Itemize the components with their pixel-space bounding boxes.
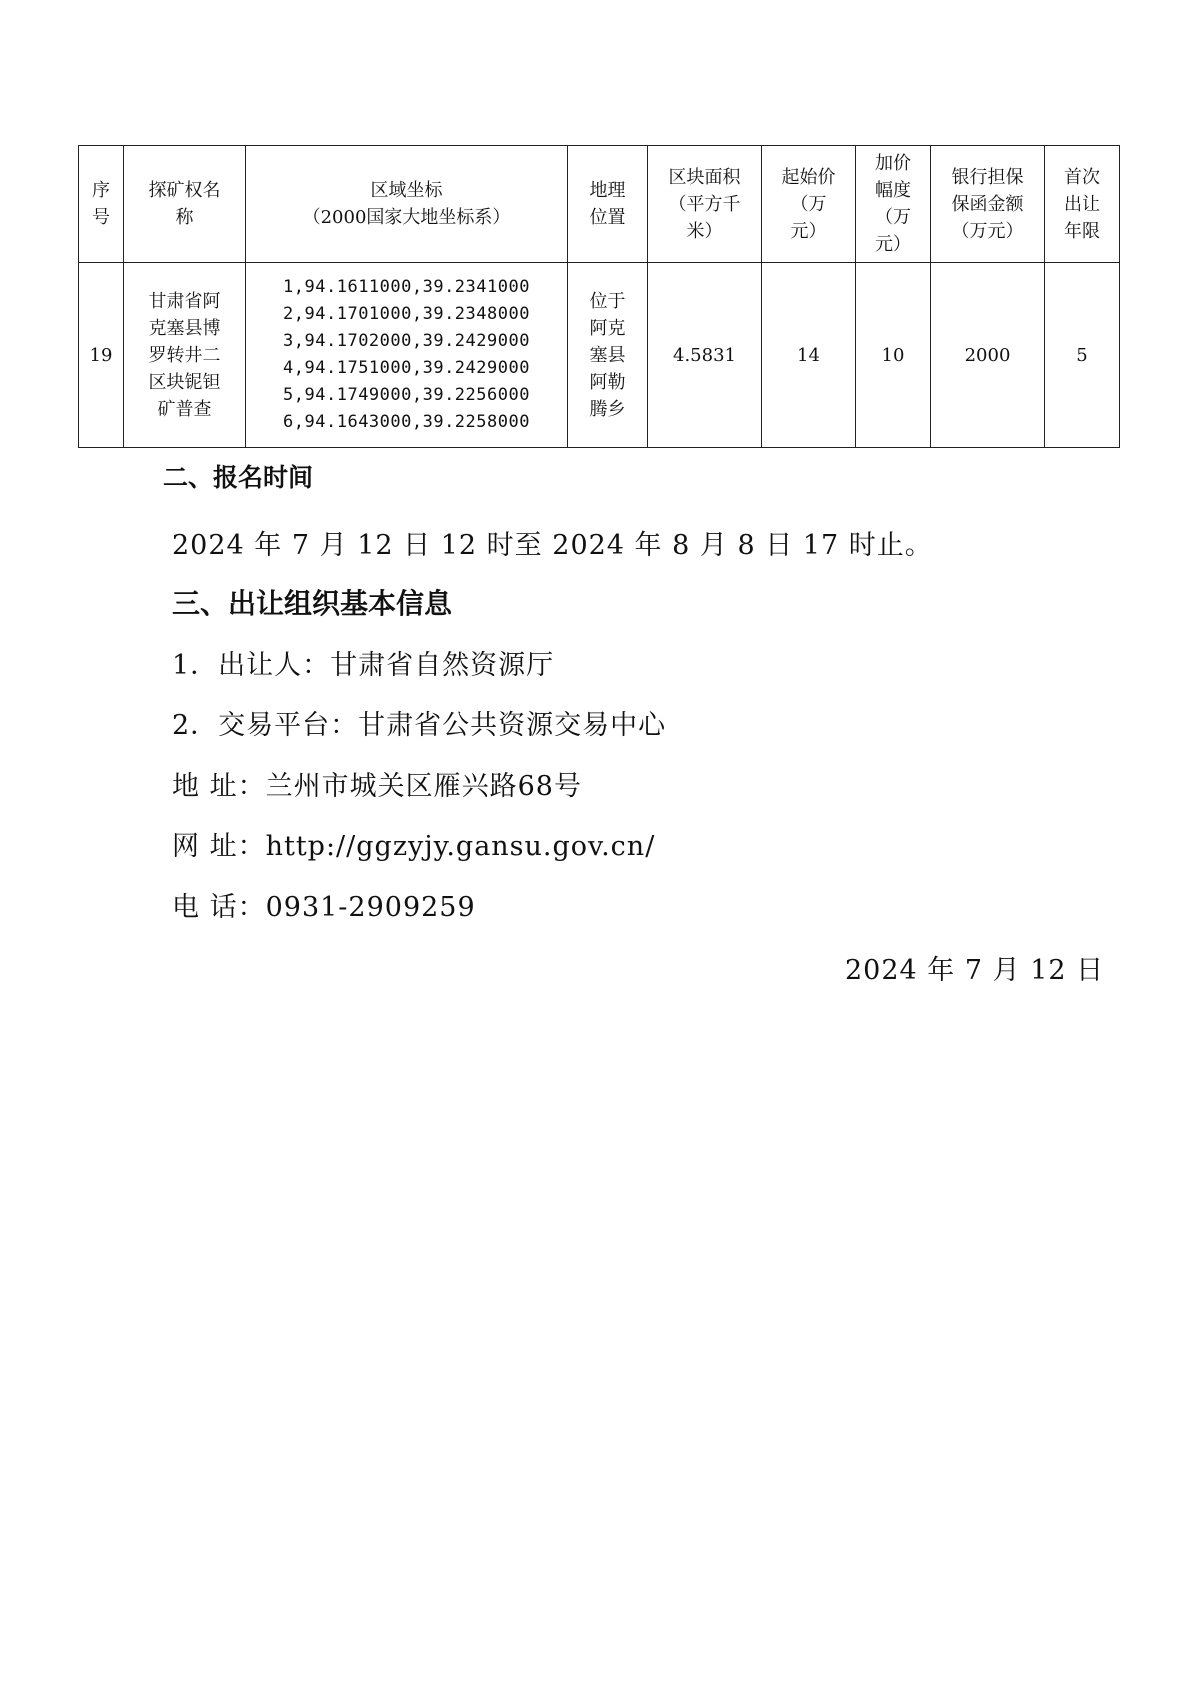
cell-coords — [246, 263, 568, 448]
section3-heading: 三、出让组织基本信息 — [172, 587, 453, 620]
header-coords: 区域坐标 （2000国家大地坐标系） — [246, 146, 568, 263]
coord-line: 3,94.1702000,39.2429000 — [283, 331, 530, 351]
cell-increment: 10 — [856, 263, 931, 448]
header-name: 探矿权名 称 — [124, 146, 246, 263]
cell-guarantee: 2000 — [931, 263, 1045, 448]
cell-years: 5 — [1045, 263, 1120, 448]
table-header-row — [79, 146, 1120, 263]
coord-line: 4,94.1751000,39.2429000 — [283, 358, 530, 378]
address-line: 地 址：兰州市城关区雁兴路68号 — [172, 771, 582, 802]
header-years: 首次 出让 年限 — [1045, 146, 1120, 263]
section2-heading: 二、报名时间 — [163, 463, 314, 492]
coord-line: 2,94.1701000,39.2348000 — [283, 304, 530, 324]
coord-line: 1,94.1611000,39.2341000 — [283, 277, 530, 297]
cell-area: 4.5831 — [648, 263, 762, 448]
header-start-price: 起始价 （万 元） — [762, 146, 856, 263]
header-location: 地理 位置 — [568, 146, 648, 263]
cell-location: 位于 阿克 塞县 阿勒 腾乡 — [568, 263, 648, 448]
table-row — [79, 263, 1120, 448]
phone-line: 电 话：0931-2909259 — [172, 892, 476, 923]
website-line: 网 址：http://ggzyjy.gansu.gov.cn/ — [172, 831, 656, 862]
cell-seq: 19 — [79, 263, 124, 448]
document-date: 2024 年 7 月 12 日 — [845, 955, 1105, 986]
transferor-line: 1．出让人：甘肃省自然资源厅 — [172, 650, 555, 681]
header-seq: 序 号 — [79, 146, 124, 263]
header-guarantee: 银行担保 保函金额 （万元） — [931, 146, 1045, 263]
platform-line: 2．交易平台：甘肃省公共资源交易中心 — [172, 710, 667, 741]
coord-line: 5,94.1749000,39.2256000 — [283, 385, 530, 405]
header-area: 区块面积 （平方千 米） — [648, 146, 762, 263]
cell-start-price: 14 — [762, 263, 856, 448]
header-increment: 加价 幅度 （万 元） — [856, 146, 931, 263]
mining-rights-table — [78, 145, 1120, 448]
coord-line: 6,94.1643000,39.2258000 — [283, 412, 530, 432]
cell-name: 甘肃省阿 克塞县博 罗转井二 区块铌钽 矿普查 — [124, 263, 246, 448]
registration-time-text: 2024 年 7 月 12 日 12 时至 2024 年 8 月 8 日 17 时止。 — [172, 530, 933, 561]
